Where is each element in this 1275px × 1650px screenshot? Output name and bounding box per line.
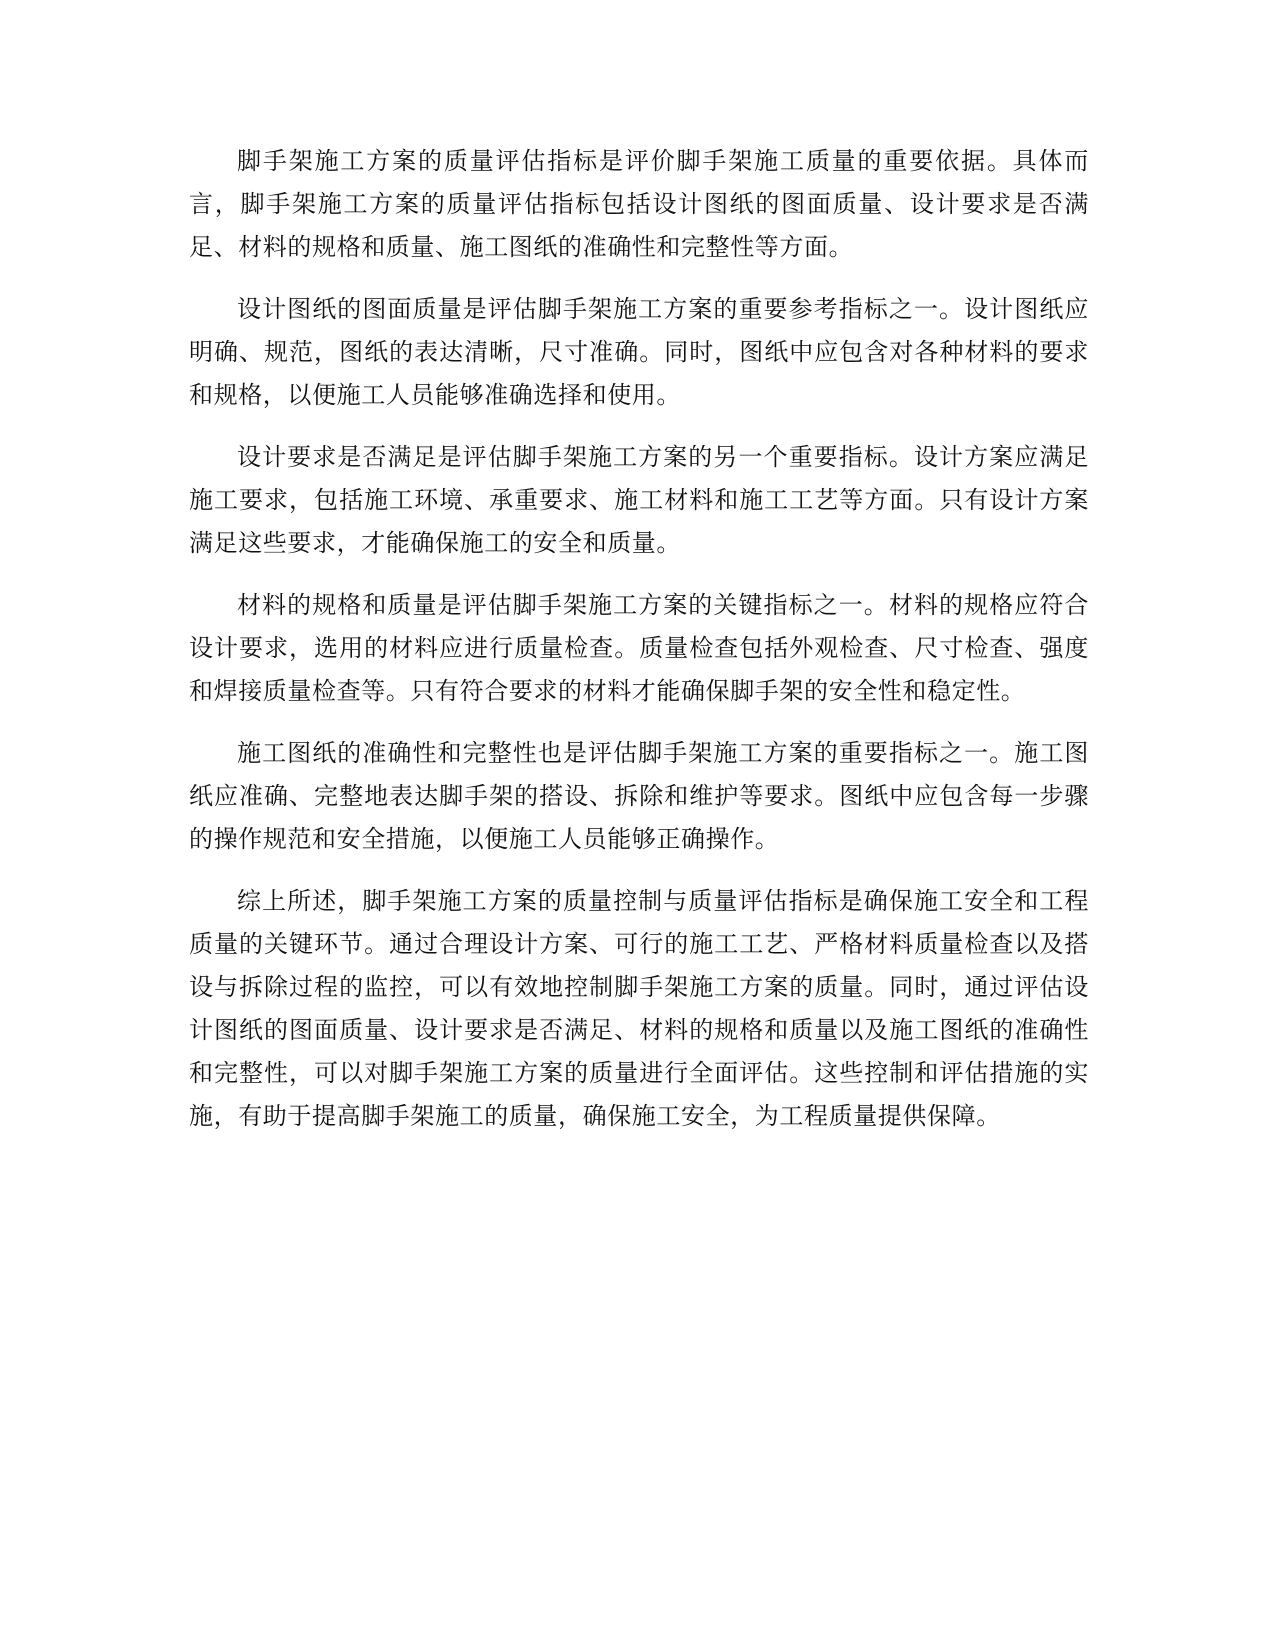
- paragraph-material-specifications: 材料的规格和质量是评估脚手架施工方案的关键指标之一。材料的规格应符合设计要求，选用的材料应进行质量检查。质量检查包括外观检查、尺寸检查、强度和焊接质量检查等。只有符合要求的材料才能确保脚手架的安全性和稳定性。: [189, 591, 1089, 705]
- paragraph-design-requirements: 设计要求是否满足是评估脚手架施工方案的另一个重要指标。设计方案应满足施工要求，包括施工环境、承重要求、施工材料和施工工艺等方面。只有设计方案满足这些要求，才能确保施工的安全和质量。: [189, 443, 1089, 557]
- paragraph-summary: 综上所述，脚手架施工方案的质量控制与质量评估指标是确保施工安全和工程质量的关键环节。通过合理设计方案、可行的施工工艺、严格材料质量检查以及搭设与拆除过程的监控，可以有效地控制脚手架施工方案的质量。同时，通过评估设计图纸的图面质量、设计要求是否满足、材料的规格和质量以及施工图纸的准确性和完整性，可以对脚手架施工方案的质量进行全面评估。这些控制和评估措施的实施，有助于提高脚手架施工的质量，确保施工安全，为工程质量提供保障。: [189, 887, 1089, 1130]
- document-page: [189, 140, 1089, 1157]
- paragraph-quality-evaluation-indicators: 脚手架施工方案的质量评估指标是评价脚手架施工质量的重要依据。具体而言，脚手架施工方案的质量评估指标包括设计图纸的图面质量、设计要求是否满足、材料的规格和质量、施工图纸的准确性和完整性等方面。: [189, 147, 1089, 261]
- paragraph-drawing-accuracy: 施工图纸的准确性和完整性也是评估脚手架施工方案的重要指标之一。施工图纸应准确、完整地表达脚手架的搭设、拆除和维护等要求。图纸中应包含每一步骤的操作规范和安全措施，以便施工人员能够正确操作。: [189, 739, 1089, 853]
- paragraph-drawing-quality: 设计图纸的图面质量是评估脚手架施工方案的重要参考指标之一。设计图纸应明确、规范，图纸的表达清晰，尺寸准确。同时，图纸中应包含对各种材料的要求和规格，以便施工人员能够准确选择和使用。: [189, 295, 1089, 409]
